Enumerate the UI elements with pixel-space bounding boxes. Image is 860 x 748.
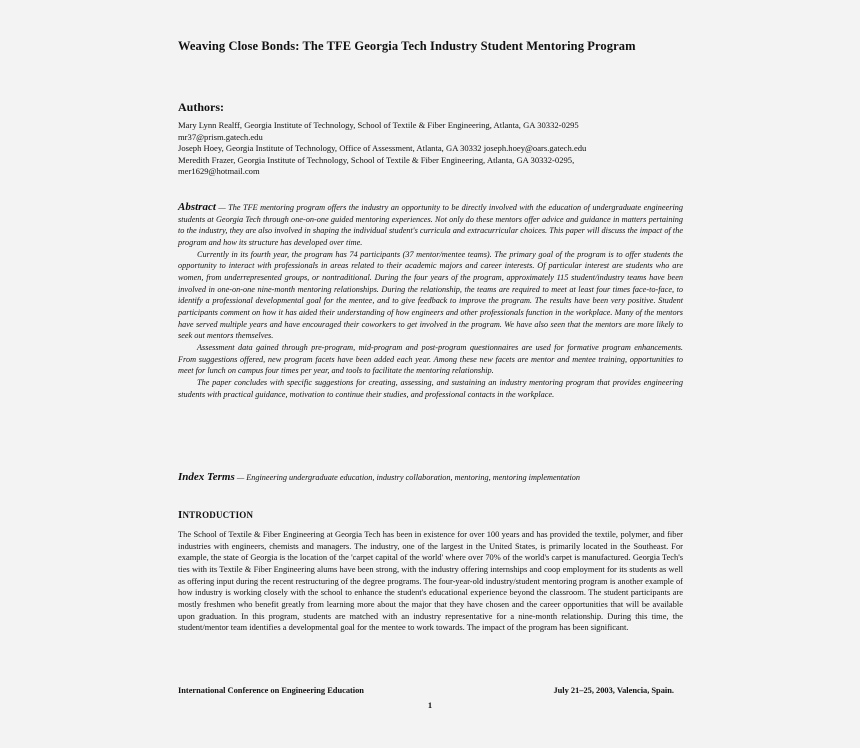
author-line: Mary Lynn Realff, Georgia Institute of Technology, School of Textile & Fiber Engineering, Atlanta, GA 30332-0295 <box>178 120 579 130</box>
abstract-paragraph: Currently in its fourth year, the program has 74 participants (37 mentor/mentee teams). The primary goal of the program is to offer students the opportunity to interact with professionals in areas related to their academic majors and career interests. Of particular interest are students who are women, from underrepresented groups, or nontraditional. During the four years of the program, approximately 115 student/industry teams have been involved in one-on-one nine-month mentoring relationships. During the relationship, the teams are required to meet at least four times face-to-face, to identify a professional developmental goal for the mentee, and to give feedback to improve the program. The results have been very positive. Student participants comment on how it has aided their understanding of how engineers and other professionals function in the workplace. Many of the mentors have served multiple years and have encouraged their coworkers to get involved in the program. We have also seen that the mentors are more likely to seek out mentors themselves. <box>178 249 683 341</box>
authors-heading: Authors: <box>178 100 225 114</box>
index-terms <box>178 470 683 485</box>
introduction-paragraph: The School of Textile & Fiber Engineering at Georgia Tech has been in existence for over 100 years and has provided the textile, polymer, and fiber industries with engineers, chemists and managers. The industry, one of the largest in the United States, is primarily located in the Southeast. For example, the state of Georgia is the location of the 'carpet capital of the world' where over 70% of the world's carpet is manufactured. Georgia Tech's ties with its Textile & Fiber Engineering alums have been strong, with the industry offering internships and coop employment for its students as well as offering input during the recent restructuring of the degree programs. The four-year-old industry/student mentoring program is another example of how industry is working closely with the school to enhance the student's educational experience beyond the classroom. The student participants are mostly freshmen who benefit greatly from learning more about the major that they have chosen and the career opportunities that will be available upon graduation. In this program, students are matched with an industry representative for a nine-month relationship. During this time, the student/mentor team identifies a developmental goal for the mentee to work towards. The impact of the program has been significant. <box>178 529 683 633</box>
author-line: mr37@prism.gatech.edu <box>178 131 263 142</box>
index-terms-text: — Engineering undergraduate education, industry collaboration, mentoring, mentoring implementation <box>234 473 580 482</box>
abstract-label: Abstract <box>178 201 216 213</box>
index-terms-label: Index Terms <box>178 471 235 483</box>
abstract-paragraph: The paper concludes with specific suggestions for creating, assessing, and sustaining an industry mentoring program that provides engineering students with practical guidance, motivation to continue their studies, and professional contacts in the workplace. <box>178 377 683 399</box>
footer-date: July 21–25, 2003, Valencia, Spain. <box>553 686 674 695</box>
footer-conference: International Conference on Engineering Education <box>178 686 364 695</box>
author-line: Joseph Hoey, Georgia Institute of Technology, Office of Assessment, Atlanta, GA 30332 joseph.hoey@oars.gatech.edu <box>178 143 587 154</box>
introduction-heading: INTRODUCTION <box>178 509 254 521</box>
author-line: Meredith Frazer, Georgia Institute of Technology, School of Textile & Fiber Engineering, Atlanta, GA 30332-0295, <box>178 154 575 165</box>
author-line: mer1629@hotmail.com <box>178 166 260 177</box>
page-number: 1 <box>427 700 433 710</box>
abstract-paragraph: Abstract — The TFE mentoring program offers the industry an opportunity to be directly involved with the education of undergraduate engineering students at Georgia Tech through one-on-one guided mentoring experiences. Not only do these mentors offer advice and guidance in matters pertaining to the industry, they are also involved in shaping the individual student's curricula and extracurricular choices. This paper will discuss the impact of the program and how its structure has developed over time. <box>178 201 683 247</box>
authors-list <box>178 120 683 178</box>
abstract-paragraph: Assessment data gained through pre-program, mid-program and post-program questionnaires are used for formative program enhancements. From suggestions offered, new program facets have been added each year. Among these new facets are mentor and mentee training, opportunities to meet for lunch on campus four times per year, and tools to facilitate the mentoring relationship. <box>178 342 683 376</box>
page-footer <box>178 686 683 695</box>
paper-title: Weaving Close Bonds: The TFE Georgia Tech Industry Student Mentoring Program <box>178 39 636 53</box>
abstract <box>178 202 683 400</box>
